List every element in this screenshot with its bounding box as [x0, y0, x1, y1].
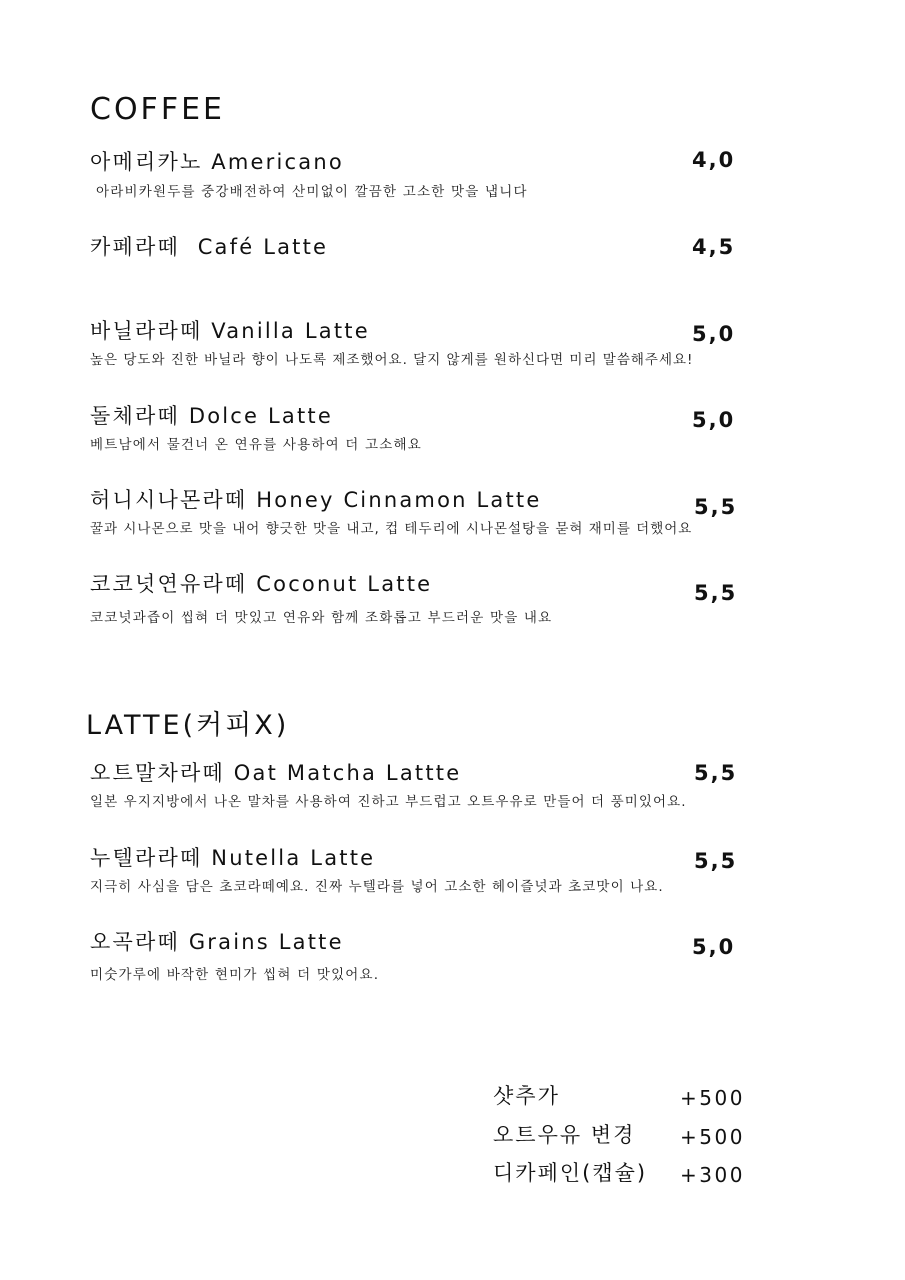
extra-price: +500	[680, 1086, 745, 1110]
item-price: 5,5	[694, 495, 738, 519]
extra-name: 디카페인(캡슐)	[493, 1161, 648, 1185]
item-price: 5,5	[694, 849, 738, 873]
extra-name: 샷추가	[493, 1084, 560, 1108]
item-description: 일본 우지지방에서 나온 말차를 사용하여 진하고 부드럽고 오트우유로 만들어 더 풍미있어요.	[90, 794, 687, 810]
extra-row-decaf	[493, 1160, 753, 1199]
extra-price: +300	[680, 1163, 745, 1187]
item-description: 꿀과 시나몬으로 맛을 내어 향긋한 맛을 내고, 컵 테두리에 시나몬설탕을 묻혀 재미를 더했어요	[90, 521, 693, 537]
item-price: 5,5	[694, 581, 738, 605]
item-description: 베트남에서 물건너 온 연유를 사용하여 더 고소해요	[90, 437, 423, 453]
item-name: 카페라떼 Café Latte	[90, 235, 329, 259]
extra-price: +500	[680, 1124, 745, 1149]
item-price: 5,5	[694, 761, 738, 785]
item-description: 아라비카원두를 중강배전하여 산미없이 깔끔한 고소한 맛을 냅니다	[96, 184, 528, 200]
section-title-latte: LATTE(커피X)	[86, 710, 290, 741]
item-name: 누텔라라떼 Nutella Latte	[90, 846, 376, 870]
extra-row-oat-milk	[493, 1122, 753, 1161]
item-name: 허니시나몬라떼 Honey Cinnamon Latte	[90, 488, 542, 512]
item-price: 4,0	[692, 148, 736, 172]
item-description: 미숫가루에 바작한 현미가 씹혀 더 맛있어요.	[90, 967, 380, 983]
item-price: 4,5	[692, 235, 736, 259]
item-name: 바닐라라떼 Vanilla Latte	[90, 319, 370, 343]
item-price: 5,0	[692, 935, 736, 959]
item-name: 아메리카노 Americano	[90, 150, 344, 174]
extras-list	[493, 1083, 753, 1199]
section-title-coffee: COFFEE	[90, 92, 225, 127]
extra-row-shot	[493, 1083, 753, 1122]
item-name: 오곡라떼 Grains Latte	[90, 930, 344, 954]
extra-name: 오트우유 변경	[493, 1122, 636, 1147]
item-description: 코코넛과즙이 씹혀 더 맛있고 연유와 함께 조화롭고 부드러운 맛을 내요	[90, 610, 553, 626]
item-description: 높은 당도와 진한 바닐라 향이 나도록 제조했어요. 달지 않게를 원하신다면 미리 말씀해주세요!	[90, 352, 694, 368]
item-price: 5,0	[692, 322, 736, 346]
item-name: 오트말차라떼 Oat Matcha Lattte	[90, 761, 462, 785]
item-name: 코코넛연유라떼 Coconut Latte	[90, 572, 433, 596]
item-name: 돌체라떼 Dolce Latte	[90, 404, 333, 428]
item-description: 지극히 사심을 담은 초코라떼예요. 진짜 누텔라를 넣어 고소한 헤이즐넛과 초코맛이 나요.	[90, 879, 664, 895]
item-price: 5,0	[692, 408, 736, 432]
